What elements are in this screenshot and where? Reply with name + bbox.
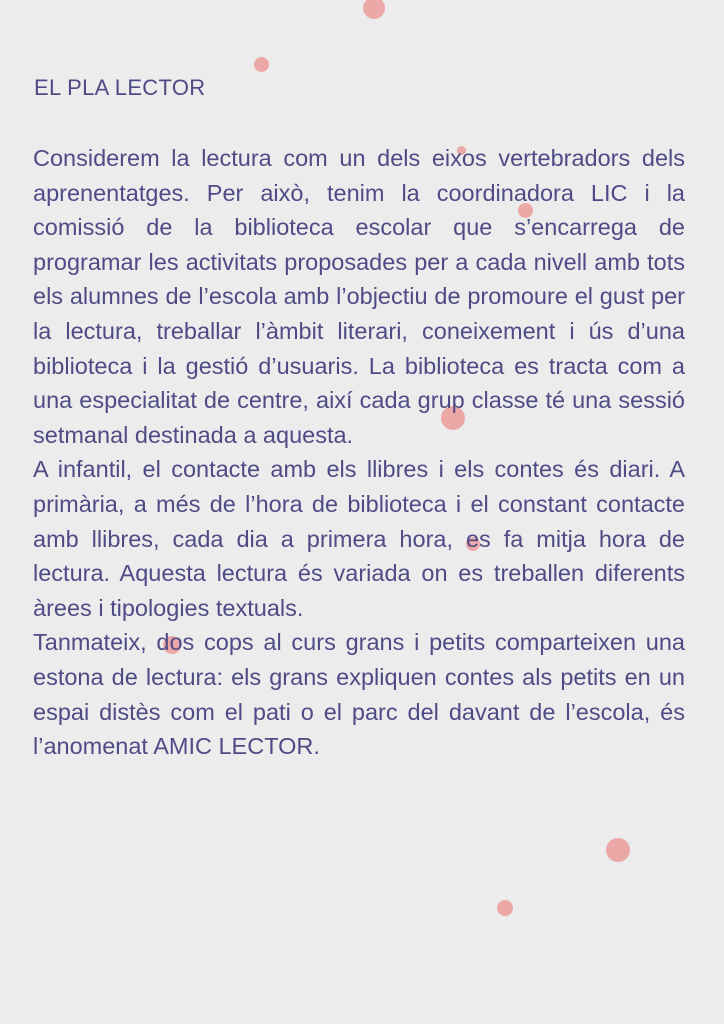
paragraph: Considerem la lectura com un dels eixos vertebradors dels aprenentatges. Per això, tenim la coordinadora LIC i la comissió de la biblioteca escolar que s’encarrega de programar les activitats proposades per a cada nivell amb tots els alumnes de l’escola amb l’objectiu de promoure el gust per la lectura, treballar l’àmbit literari, coneixement i ús d’una biblioteca i la gestió d’usuaris. La biblioteca es tracta com a una especialitat de centre, així cada grup classe té una sessió setmanal destinada a aquesta. — [33, 145, 685, 448]
decorative-dot — [606, 838, 630, 862]
decorative-dot — [254, 57, 269, 72]
body-text — [33, 141, 685, 764]
decorative-dot — [363, 0, 385, 19]
page-title: EL PLA LECTOR — [34, 75, 206, 100]
paragraph: A infantil, el contacte amb els llibres i els contes és diari. A primària, a més de l’hora de biblioteca i el constant contacte amb llibres, cada dia a primera hora, es fa mitja hora de lectura. Aquesta lectura és variada on es treballen diferents àrees i tipologies textuals. — [33, 456, 685, 621]
paragraph: Tanmateix, dos cops al curs grans i petits comparteixen una estona de lectura: els grans expliquen contes als petits en un espai distès com el pati o el parc del davant de l’escola, és l’anomenat AMIC LECTOR. — [33, 629, 685, 760]
decorative-dot — [497, 900, 513, 916]
